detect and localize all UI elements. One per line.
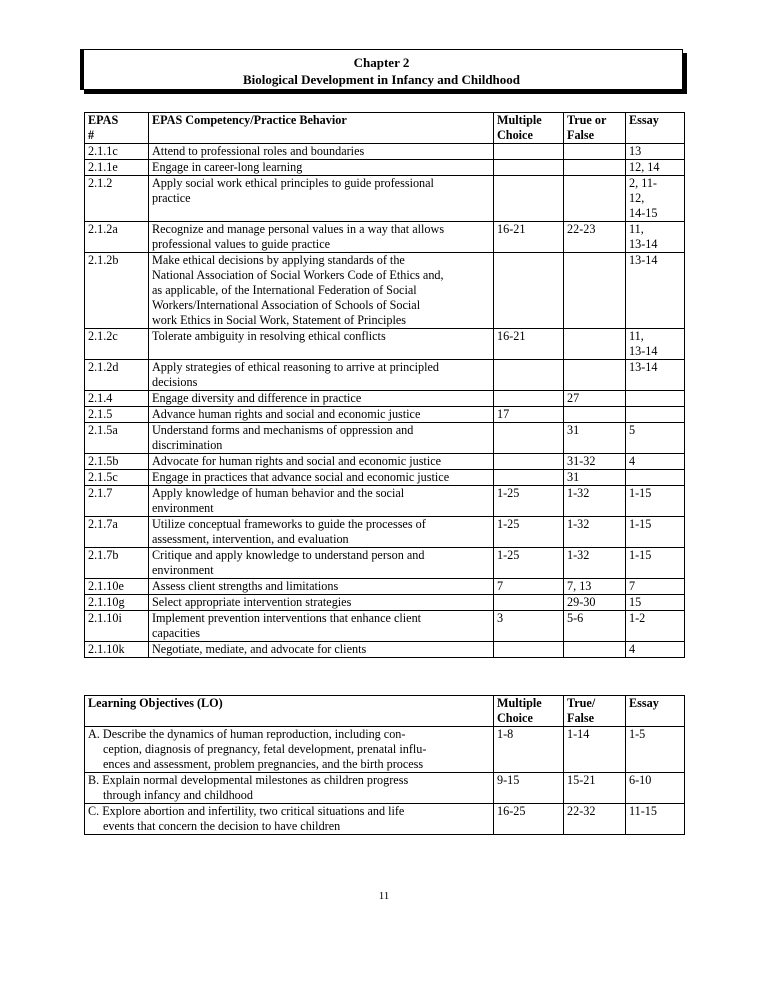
chapter-label: Chapter 2: [353, 55, 410, 70]
multiple-choice-cell: 1-25: [494, 486, 564, 517]
essay-cell: 5: [626, 423, 685, 454]
true-false-cell: [564, 144, 626, 160]
true-false-cell: 31: [564, 470, 626, 486]
epas-row: [85, 329, 685, 360]
epas-row: [85, 486, 685, 517]
learning-objective-row: [85, 804, 685, 835]
essay-header: Essay: [626, 113, 685, 144]
multiple-choice-cell: [494, 144, 564, 160]
lo-multiple-choice-cell: 16-25: [494, 804, 564, 835]
essay-cell: 1-15: [626, 548, 685, 579]
epas-code-cell: 2.1.1c: [85, 144, 149, 160]
competency-cell: Engage in practices that advance social and economic justice: [149, 470, 494, 486]
epas-table: [84, 112, 685, 658]
lo-essay-cell: 1-5: [626, 727, 685, 773]
essay-cell: [626, 407, 685, 423]
essay-cell: 1-15: [626, 486, 685, 517]
lo-table-body: [85, 727, 685, 835]
lo-header-row: [85, 696, 685, 727]
essay-cell: 1-2: [626, 611, 685, 642]
multiple-choice-cell: 3: [494, 611, 564, 642]
epas-code-cell: 2.1.7a: [85, 517, 149, 548]
competency-cell: Apply social work ethical principles to guide professional practice: [149, 176, 494, 222]
essay-cell: 13-14: [626, 360, 685, 391]
competency-cell: Make ethical decisions by applying standards of the National Association of Social Workers Code of Ethics and, as applicable, of the International Federation of Social Workers/International Association of Schools of Social work Ethics in Social Work, Statement of Principles: [149, 253, 494, 329]
multiple-choice-cell: [494, 176, 564, 222]
multiple-choice-cell: [494, 360, 564, 391]
competency-cell: Engage diversity and difference in practice: [149, 391, 494, 407]
multiple-choice-cell: 16-21: [494, 329, 564, 360]
essay-cell: [626, 470, 685, 486]
objective-header: Learning Objectives (LO): [85, 696, 494, 727]
epas-code-cell: 2.1.2d: [85, 360, 149, 391]
competency-cell: Negotiate, mediate, and advocate for clients: [149, 642, 494, 658]
competency-cell: Engage in career-long learning: [149, 160, 494, 176]
epas-code-cell: 2.1.4: [85, 391, 149, 407]
epas-row: [85, 517, 685, 548]
true-false-cell: 31-32: [564, 454, 626, 470]
true-false-cell: [564, 407, 626, 423]
epas-code-cell: 2.1.5b: [85, 454, 149, 470]
lo-essay-cell: 11-15: [626, 804, 685, 835]
epas-row: [85, 642, 685, 658]
chapter-title: Biological Development in Infancy and Childhood: [242, 72, 521, 87]
competency-cell: Advocate for human rights and social and economic justice: [149, 454, 494, 470]
essay-cell: [626, 391, 685, 407]
competency-cell: Utilize conceptual frameworks to guide the processes of assessment, intervention, and evaluation: [149, 517, 494, 548]
epas-row: [85, 222, 685, 253]
page-number: 11: [378, 890, 390, 902]
multiple-choice-cell: [494, 470, 564, 486]
multiple-choice-cell: [494, 391, 564, 407]
true-false-cell: 5-6: [564, 611, 626, 642]
epas-code-cell: 2.1.10g: [85, 595, 149, 611]
essay-cell: 12, 14: [626, 160, 685, 176]
true-false-cell: 1-32: [564, 548, 626, 579]
competency-cell: Apply strategies of ethical reasoning to arrive at principled decisions: [149, 360, 494, 391]
epas-code-cell: 2.1.5: [85, 407, 149, 423]
multiple-choice-cell: [494, 454, 564, 470]
epas-code-header: EPAS #: [85, 113, 149, 144]
epas-code-cell: 2.1.10k: [85, 642, 149, 658]
competency-cell: Understand forms and mechanisms of oppression and discrimination: [149, 423, 494, 454]
epas-row: [85, 548, 685, 579]
true-false-cell: 22-23: [564, 222, 626, 253]
lo-multiple-choice-cell: 1-8: [494, 727, 564, 773]
epas-code-cell: 2.1.2b: [85, 253, 149, 329]
multiple-choice-cell: 1-25: [494, 548, 564, 579]
multiple-choice-cell: [494, 423, 564, 454]
epas-row: [85, 579, 685, 595]
lo-true-false-cell: 22-32: [564, 804, 626, 835]
essay-cell: 13-14: [626, 253, 685, 329]
competency-cell: Assess client strengths and limitations: [149, 579, 494, 595]
epas-row: [85, 407, 685, 423]
true-false-cell: 1-32: [564, 486, 626, 517]
competency-cell: Tolerate ambiguity in resolving ethical conflicts: [149, 329, 494, 360]
epas-code-cell: 2.1.10i: [85, 611, 149, 642]
objective-cell: A. Describe the dynamics of human reproduction, including con- ception, diagnosis of pregnancy, fetal development, prenatal influ- ences and assessment, problem pregnancies, and the birth process: [85, 727, 494, 773]
epas-row: [85, 253, 685, 329]
essay-cell: 2, 11- 12, 14-15: [626, 176, 685, 222]
objective-cell: B. Explain normal developmental milestones as children progress through infancy and childhood: [85, 773, 494, 804]
essay-cell: 4: [626, 454, 685, 470]
competency-cell: Implement prevention interventions that enhance client capacities: [149, 611, 494, 642]
epas-row: [85, 391, 685, 407]
multiple-choice-cell: 16-21: [494, 222, 564, 253]
essay-cell: 13: [626, 144, 685, 160]
epas-code-cell: 2.1.5c: [85, 470, 149, 486]
true-false-cell: [564, 176, 626, 222]
chapter-title-box: [80, 49, 683, 90]
epas-code-cell: 2.1.10e: [85, 579, 149, 595]
epas-row: [85, 611, 685, 642]
competency-cell: Recognize and manage personal values in a way that allows professional values to guide practice: [149, 222, 494, 253]
competency-cell: Select appropriate intervention strategies: [149, 595, 494, 611]
lo-essay-header: Essay: [626, 696, 685, 727]
competency-cell: Attend to professional roles and boundaries: [149, 144, 494, 160]
true-false-cell: [564, 642, 626, 658]
multiple-choice-cell: [494, 595, 564, 611]
essay-cell: 7: [626, 579, 685, 595]
true-false-cell: [564, 329, 626, 360]
epas-code-cell: 2.1.1e: [85, 160, 149, 176]
essay-cell: 1-15: [626, 517, 685, 548]
epas-code-cell: 2.1.2a: [85, 222, 149, 253]
multiple-choice-header: Multiple Choice: [494, 113, 564, 144]
true-false-cell: 31: [564, 423, 626, 454]
epas-table-body: [85, 144, 685, 658]
epas-code-cell: 2.1.2: [85, 176, 149, 222]
epas-row: [85, 176, 685, 222]
multiple-choice-cell: [494, 253, 564, 329]
epas-row: [85, 360, 685, 391]
epas-row: [85, 423, 685, 454]
epas-code-cell: 2.1.7b: [85, 548, 149, 579]
lo-essay-cell: 6-10: [626, 773, 685, 804]
competency-cell: Advance human rights and social and economic justice: [149, 407, 494, 423]
lo-true-false-header: True/ False: [564, 696, 626, 727]
true-false-cell: 29-30: [564, 595, 626, 611]
essay-cell: 15: [626, 595, 685, 611]
epas-row: [85, 144, 685, 160]
essay-cell: 4: [626, 642, 685, 658]
learning-objectives-table: [84, 695, 685, 835]
lo-true-false-cell: 15-21: [564, 773, 626, 804]
objective-cell: C. Explore abortion and infertility, two critical situations and life events that concern the decision to have children: [85, 804, 494, 835]
epas-code-cell: 2.1.5a: [85, 423, 149, 454]
lo-multiple-choice-cell: 9-15: [494, 773, 564, 804]
true-false-cell: 27: [564, 391, 626, 407]
lo-multiple-choice-header: Multiple Choice: [494, 696, 564, 727]
competency-header: EPAS Competency/Practice Behavior: [149, 113, 494, 144]
competency-cell: Critique and apply knowledge to understand person and environment: [149, 548, 494, 579]
essay-cell: 11, 13-14: [626, 222, 685, 253]
multiple-choice-cell: [494, 642, 564, 658]
learning-objective-row: [85, 727, 685, 773]
title-box-left-bar: [80, 49, 84, 90]
multiple-choice-cell: [494, 160, 564, 176]
true-false-cell: 1-32: [564, 517, 626, 548]
epas-row: [85, 454, 685, 470]
true-false-cell: [564, 360, 626, 391]
epas-header-row: [85, 113, 685, 144]
competency-cell: Apply knowledge of human behavior and the social environment: [149, 486, 494, 517]
epas-row: [85, 160, 685, 176]
epas-row: [85, 470, 685, 486]
epas-code-cell: 2.1.7: [85, 486, 149, 517]
epas-row: [85, 595, 685, 611]
learning-objective-row: [85, 773, 685, 804]
epas-code-cell: 2.1.2c: [85, 329, 149, 360]
true-false-cell: [564, 253, 626, 329]
essay-cell: 11, 13-14: [626, 329, 685, 360]
multiple-choice-cell: 7: [494, 579, 564, 595]
true-false-cell: [564, 160, 626, 176]
multiple-choice-cell: 17: [494, 407, 564, 423]
lo-true-false-cell: 1-14: [564, 727, 626, 773]
true-false-header: True or False: [564, 113, 626, 144]
multiple-choice-cell: 1-25: [494, 517, 564, 548]
true-false-cell: 7, 13: [564, 579, 626, 595]
